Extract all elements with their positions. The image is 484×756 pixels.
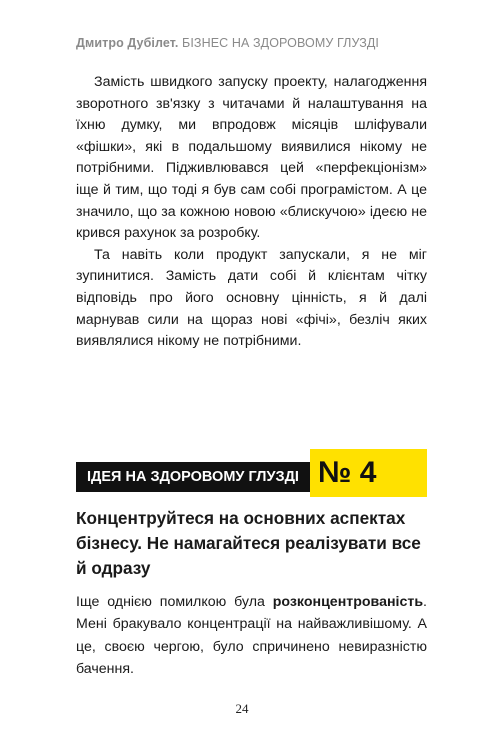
body-text <box>76 72 427 353</box>
idea-banner <box>76 449 427 497</box>
running-head-author: Дмитро Дубілет. <box>76 36 179 50</box>
idea-number: № 4 <box>318 456 377 489</box>
body-paragraph: Замість швидкого запуску проекту, налагодження зворотного зв'язку з читачами й налаштування на їхню думку, ми впродовж місяців шліфували «фішки», які в подальшому виявилися нікому не потрібними. Підживлювався цей «перфекціонізм» іще й тим, що тоді я був сам собі програмістом. А це значило, що за кожною новою «блискучою» ідеєю не крився рахунок за розробку. <box>76 74 427 242</box>
running-head <box>76 36 379 50</box>
page-number: 24 <box>235 701 249 716</box>
idea-text-end: . Мені бракувало концентрації на найважливішому. А це, своєю чергою, було спричинено невиразністю бачення. <box>76 594 427 678</box>
idea-text <box>76 591 427 681</box>
idea-number-box <box>310 449 427 497</box>
idea-label: ІДЕЯ НА ЗДОРОВОМУ ГЛУЗДІ <box>76 462 310 492</box>
idea-heading: Концентруйтеся на основних аспектах бізнесу. Не намагайтеся реалізувати все й одразу <box>76 508 421 578</box>
idea-text-emphasis: розконцентрованість <box>272 594 424 610</box>
idea-text-start: Іще однією помилкою була <box>76 594 273 610</box>
body-paragraph: Та навіть коли продукт запускали, я не міг зупинитися. Замість дати собі й клієнтам чітку відповідь про його основну цінність, я й далі марнував сили на щораз нові «фічі», безліч яких виявлялися нікому не потрібними. <box>76 246 427 350</box>
running-head-title: БІЗНЕС НА ЗДОРОВОМУ ГЛУЗДІ <box>182 36 379 50</box>
